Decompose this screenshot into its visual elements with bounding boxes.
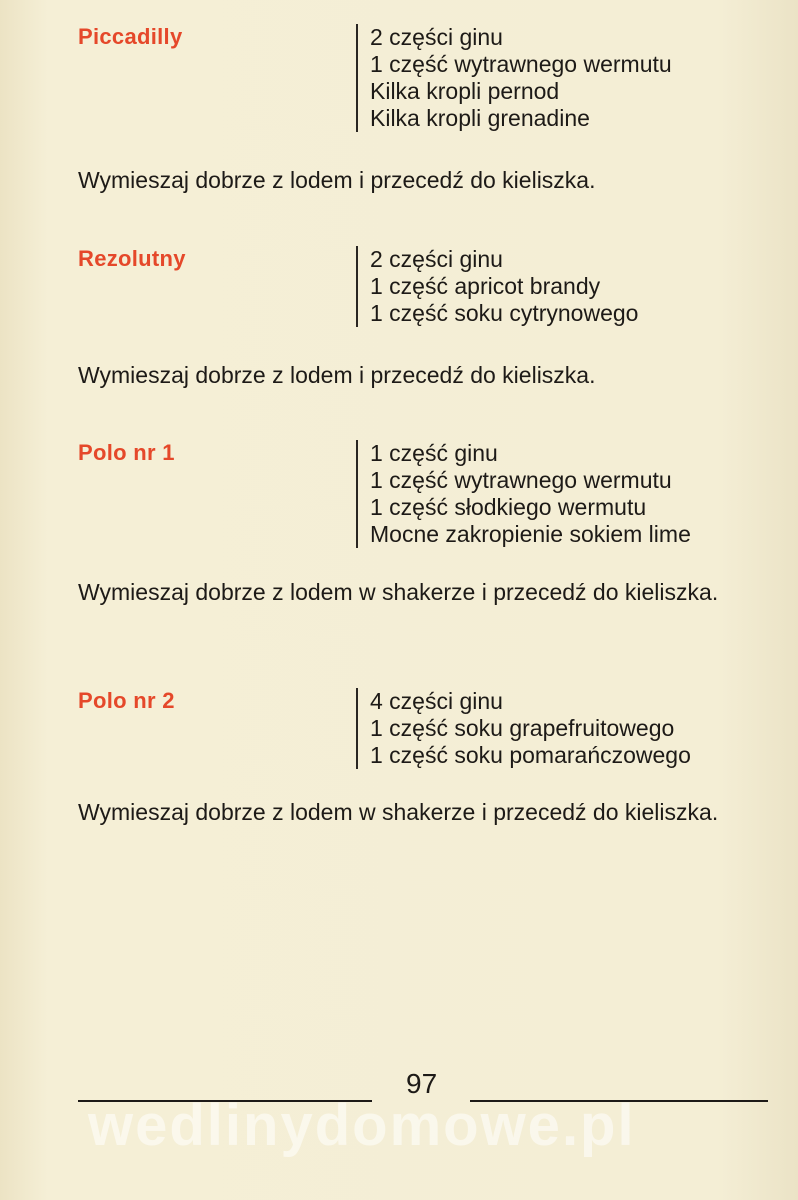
- ingredient-list: [356, 246, 638, 327]
- ingredient-list: [356, 24, 672, 132]
- recipe-method: Wymieszaj dobrze z lodem w shakerze i przecedź do kieliszka.: [78, 579, 719, 605]
- ingredient: 1 część soku pomarańczowego: [370, 742, 691, 768]
- ingredient-list: [356, 440, 691, 548]
- ingredient: 1 część słodkiego wermutu: [370, 494, 647, 520]
- recipe-title: Polo nr 1: [78, 440, 175, 465]
- ingredient: 1 część soku cytrynowego: [370, 300, 639, 326]
- recipe-title: Rezolutny: [78, 246, 186, 271]
- ingredient: 1 część wytrawnego wermutu: [370, 467, 672, 493]
- ingredient: 2 części ginu: [370, 246, 503, 272]
- ingredient: 2 części ginu: [370, 24, 503, 50]
- ingredient: 1 część wytrawnego wermutu: [370, 51, 672, 77]
- ingredient: 4 części ginu: [370, 688, 503, 714]
- ingredient: Mocne zakropienie sokiem lime: [370, 521, 691, 547]
- ingredient-list: [356, 688, 691, 769]
- recipe-title: Polo nr 2: [78, 688, 175, 713]
- ingredient: 1 część soku grapefruitowego: [370, 715, 675, 741]
- recipe-method: Wymieszaj dobrze z lodem w shakerze i przecedź do kieliszka.: [78, 799, 719, 825]
- recipe-method: Wymieszaj dobrze z lodem i przecedź do kieliszka.: [78, 167, 596, 193]
- page-number: 97: [406, 1068, 438, 1099]
- ingredient: 1 część apricot brandy: [370, 273, 601, 299]
- watermark: wedlinydomowe.pl: [88, 1093, 636, 1158]
- ingredient: Kilka kropli pernod: [370, 78, 560, 104]
- recipe-method: Wymieszaj dobrze z lodem i przecedź do kieliszka.: [78, 362, 596, 388]
- recipe-title: Piccadilly: [78, 24, 183, 49]
- ingredient: 1 część ginu: [370, 440, 498, 466]
- ingredient: Kilka kropli grenadine: [370, 105, 590, 131]
